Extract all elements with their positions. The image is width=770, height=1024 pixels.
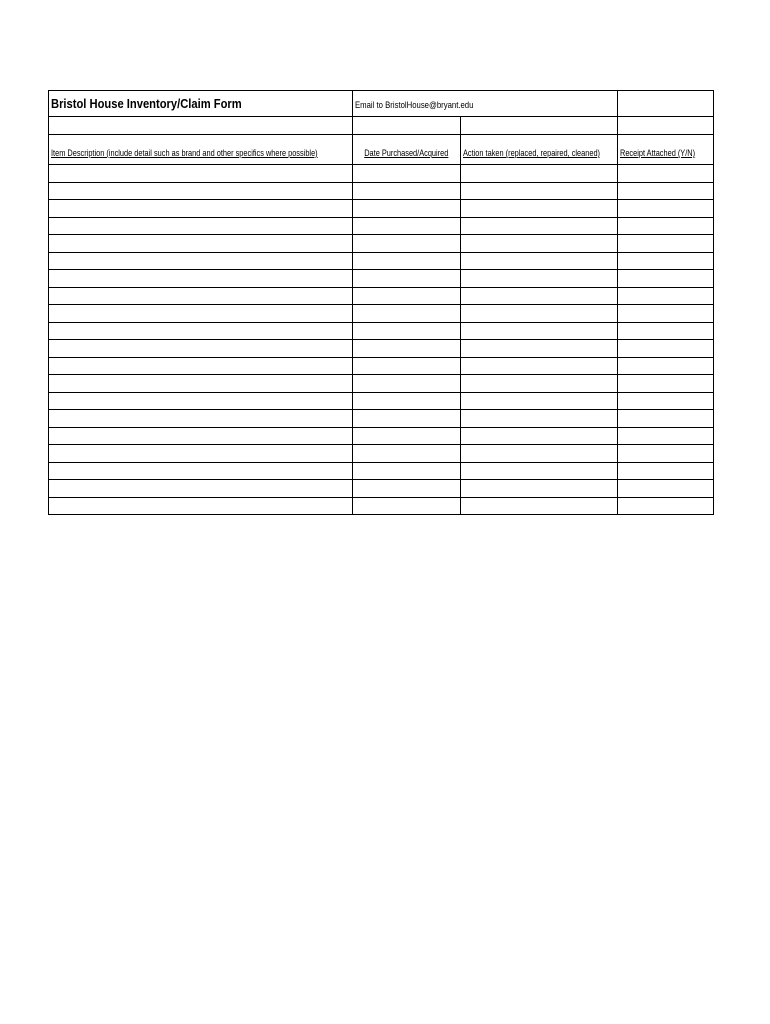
table-cell-action[interactable] (461, 375, 618, 393)
table-cell-date[interactable] (353, 305, 461, 323)
table-cell-action[interactable] (461, 392, 618, 410)
table-cell-receipt[interactable] (618, 462, 714, 480)
table-cell-description[interactable] (49, 340, 353, 358)
table-cell-action[interactable] (461, 497, 618, 515)
table-cell-action[interactable] (461, 427, 618, 445)
table-row (49, 165, 714, 183)
table-cell-receipt[interactable] (618, 305, 714, 323)
table-cell-action[interactable] (461, 410, 618, 428)
header-cell-action (461, 135, 618, 165)
table-cell-description[interactable] (49, 235, 353, 253)
table-cell-date[interactable] (353, 462, 461, 480)
table-cell-description[interactable] (49, 305, 353, 323)
table-cell-receipt[interactable] (618, 200, 714, 218)
table-row (49, 252, 714, 270)
table-cell-date[interactable] (353, 340, 461, 358)
table-cell-receipt[interactable] (618, 235, 714, 253)
table-row (49, 270, 714, 288)
table-cell-description[interactable] (49, 322, 353, 340)
table-cell-receipt[interactable] (618, 357, 714, 375)
table-cell-action[interactable] (461, 217, 618, 235)
table-cell-action[interactable] (461, 235, 618, 253)
table-row (49, 445, 714, 463)
table-cell-description[interactable] (49, 445, 353, 463)
title-row (49, 91, 714, 117)
table-cell-receipt[interactable] (618, 427, 714, 445)
table-cell-date[interactable] (353, 322, 461, 340)
table-row (49, 392, 714, 410)
column-header-action: Action taken (replaced, repaired, cleaned) (463, 148, 601, 158)
table-cell-description[interactable] (49, 270, 353, 288)
table-cell-date[interactable] (353, 375, 461, 393)
table-cell-date[interactable] (353, 497, 461, 515)
table-cell-description[interactable] (49, 392, 353, 410)
column-header-receipt: Receipt Attached (Y/N) (620, 148, 696, 158)
table-cell-date[interactable] (353, 270, 461, 288)
table-cell-receipt[interactable] (618, 340, 714, 358)
table-cell-action[interactable] (461, 305, 618, 323)
table-cell-date[interactable] (353, 165, 461, 183)
table-cell-description[interactable] (49, 375, 353, 393)
table-row (49, 305, 714, 323)
title-cell (49, 91, 353, 117)
table-cell-date[interactable] (353, 410, 461, 428)
table-cell-action[interactable] (461, 182, 618, 200)
table-cell-action[interactable] (461, 340, 618, 358)
spacer-cell (353, 117, 461, 135)
table-row (49, 287, 714, 305)
table-row (49, 375, 714, 393)
table-cell-receipt[interactable] (618, 270, 714, 288)
table-row (49, 480, 714, 498)
table-cell-receipt[interactable] (618, 182, 714, 200)
table-row (49, 340, 714, 358)
table-cell-action[interactable] (461, 357, 618, 375)
table-cell-description[interactable] (49, 357, 353, 375)
spacer-cell (49, 117, 353, 135)
table-cell-receipt[interactable] (618, 217, 714, 235)
header-cell-receipt (618, 135, 714, 165)
table-row (49, 235, 714, 253)
table-row (49, 182, 714, 200)
table-row (49, 410, 714, 428)
table-cell-description[interactable] (49, 410, 353, 428)
table-cell-date[interactable] (353, 287, 461, 305)
table-cell-receipt[interactable] (618, 165, 714, 183)
title-row-empty-cell (618, 91, 714, 117)
table-cell-description[interactable] (49, 182, 353, 200)
table-cell-action[interactable] (461, 480, 618, 498)
form-title: Bristol House Inventory/Claim Form (51, 95, 242, 111)
table-cell-description[interactable] (49, 217, 353, 235)
table-cell-date[interactable] (353, 182, 461, 200)
table-cell-date[interactable] (353, 480, 461, 498)
table-row (49, 200, 714, 218)
table-cell-date[interactable] (353, 357, 461, 375)
spacer-cell (461, 117, 618, 135)
table-cell-date[interactable] (353, 217, 461, 235)
table-cell-action[interactable] (461, 270, 618, 288)
table-row (49, 322, 714, 340)
spacer-row (49, 117, 714, 135)
table-cell-receipt[interactable] (618, 497, 714, 515)
table-row (49, 357, 714, 375)
inventory-claim-table (48, 90, 714, 515)
table-cell-date[interactable] (353, 427, 461, 445)
table-cell-action[interactable] (461, 165, 618, 183)
table-cell-action[interactable] (461, 200, 618, 218)
table-cell-description[interactable] (49, 480, 353, 498)
table-cell-description[interactable] (49, 165, 353, 183)
table-cell-receipt[interactable] (618, 445, 714, 463)
table-cell-date[interactable] (353, 235, 461, 253)
table-cell-receipt[interactable] (618, 322, 714, 340)
table-cell-description[interactable] (49, 427, 353, 445)
column-header-description: Item Description (include detail such as brand and other specifics where possible) (51, 148, 318, 158)
table-row (49, 217, 714, 235)
table-row (49, 427, 714, 445)
table-cell-description[interactable] (49, 252, 353, 270)
table-cell-receipt[interactable] (618, 410, 714, 428)
table-cell-action[interactable] (461, 322, 618, 340)
table-cell-receipt[interactable] (618, 287, 714, 305)
header-cell-description (49, 135, 353, 165)
table-cell-action[interactable] (461, 252, 618, 270)
table-cell-description[interactable] (49, 497, 353, 515)
table-cell-receipt[interactable] (618, 392, 714, 410)
email-cell (353, 91, 618, 117)
table-cell-date[interactable] (353, 392, 461, 410)
column-header-date: Date Purchased/Acquired (364, 148, 449, 158)
column-header-row (49, 135, 714, 165)
table-cell-description[interactable] (49, 200, 353, 218)
header-cell-date (353, 135, 461, 165)
spacer-cell (618, 117, 714, 135)
table-cell-receipt[interactable] (618, 252, 714, 270)
table-cell-action[interactable] (461, 445, 618, 463)
table-row (49, 497, 714, 515)
table-cell-date[interactable] (353, 445, 461, 463)
email-instruction: Email to BristolHouse@bryant.edu (355, 99, 474, 110)
table-cell-date[interactable] (353, 200, 461, 218)
table-cell-description[interactable] (49, 462, 353, 480)
table-cell-action[interactable] (461, 287, 618, 305)
table-row (49, 462, 714, 480)
table-cell-date[interactable] (353, 252, 461, 270)
table-cell-description[interactable] (49, 287, 353, 305)
table-cell-action[interactable] (461, 462, 618, 480)
table-cell-receipt[interactable] (618, 375, 714, 393)
table-cell-receipt[interactable] (618, 480, 714, 498)
